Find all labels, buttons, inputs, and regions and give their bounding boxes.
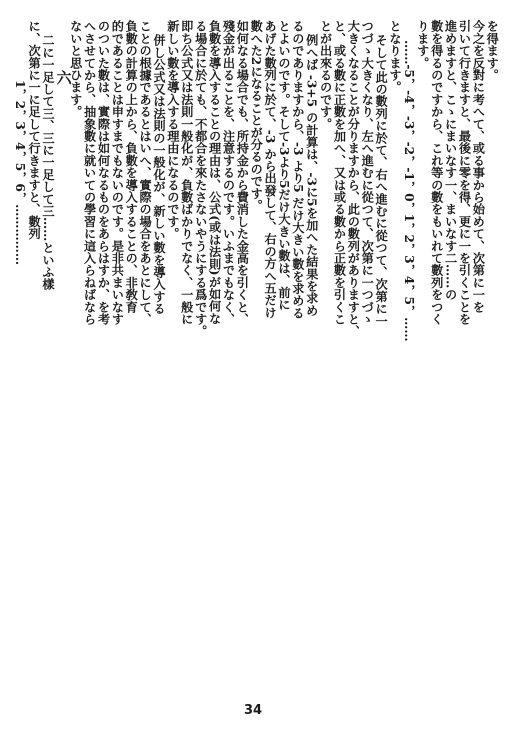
text-line: 二に一足して三、三に一足して三……といふ樣	[40, 34, 55, 291]
text-line: とが出來るのです。	[318, 20, 333, 130]
text-line: 殘金が出ることを、注意するのです。いふまでもなく、	[221, 20, 236, 325]
text-line: 併し公式又は法則の一般化が、新しい數を導入する	[152, 34, 167, 315]
text-line: と、或る數に正數を加へ、又は或る數から正數を引くこ	[332, 20, 347, 325]
text-line: 負數の計算の上から、負數を導入することの、非敎育	[124, 20, 139, 313]
text-line: 數を得るのですから、これ等の數をもいれて數列をつく	[429, 20, 444, 325]
text-line: のついた數は、實際は如何なるものをあらはすか、を考	[96, 20, 111, 325]
text-line: を得ます。	[485, 20, 500, 81]
text-line: ないと思ひます。	[68, 20, 83, 118]
text-line: となります。	[388, 20, 403, 94]
text-line: とよいのです。そして-3より5だけ大きい數は、前に	[276, 20, 291, 311]
text-line: 即ち公式又は法則一般化が、負數ばかりでなく、一般に	[179, 20, 194, 325]
text-line: 例へば -3+5 の計算は、-3に5を加へた結果を求め	[304, 34, 319, 317]
page-number: 34	[244, 703, 263, 718]
text-line: 引いて行きますと、最後に零を得、更に一を引くことを	[457, 20, 472, 325]
text-line: 新しい數を導入する理由になるのです。	[165, 20, 180, 240]
text-line: そして此の數列に於て、右へ進むに從つて、次第に一	[374, 34, 389, 327]
text-line: 進めますと、こゝにまいなす一、まいなす二……の	[443, 20, 458, 301]
text-line: 1，2，3，4，5，6，……………	[13, 80, 28, 266]
text-line: ります。	[415, 20, 430, 69]
text-line: る場合に於ても、不都合を來たさないやうにする爲です。	[193, 20, 208, 338]
text-line: 的であることは申すまでもないのです。是非共まいなす	[110, 20, 125, 325]
text-line: 今之を反對に考へて、或る事から始めて、次第に一を	[471, 20, 486, 313]
text-line: あげた數列に於て、-3 から出發して、右の方へ五だけ	[263, 20, 278, 319]
section-heading: 六	[54, 70, 73, 85]
text-line: ことの根據であるとはいへ、實際の場合をあとにして、	[138, 20, 153, 325]
text-line: つづゝ大きくなり、左へ進むに從つて、次第に一つづゝ	[360, 20, 375, 325]
text-line: へさせてから、抽象數に就いての學習に這入らねばなら	[82, 20, 97, 325]
text-line: に、次第に一に足して行きますと、數列	[27, 20, 42, 240]
text-line: 負數を導入することの理由は、公式(或は法則)が如何な	[207, 20, 222, 325]
text-line: 大きくなることが分りますから、此の數列がありますと、	[346, 20, 361, 338]
number-sequence: ……-5，-4，-3，-2，-1，0，1，2，3，4，5，……	[401, 40, 416, 342]
text-line: 如何なる場合でも、所持金から費消した金高を引くと、	[235, 20, 250, 325]
text-line: るのでありますから、-3 より5 だけ大きい數を求める	[290, 20, 305, 319]
text-line: 數へた2になることが分るのです。	[249, 20, 264, 212]
